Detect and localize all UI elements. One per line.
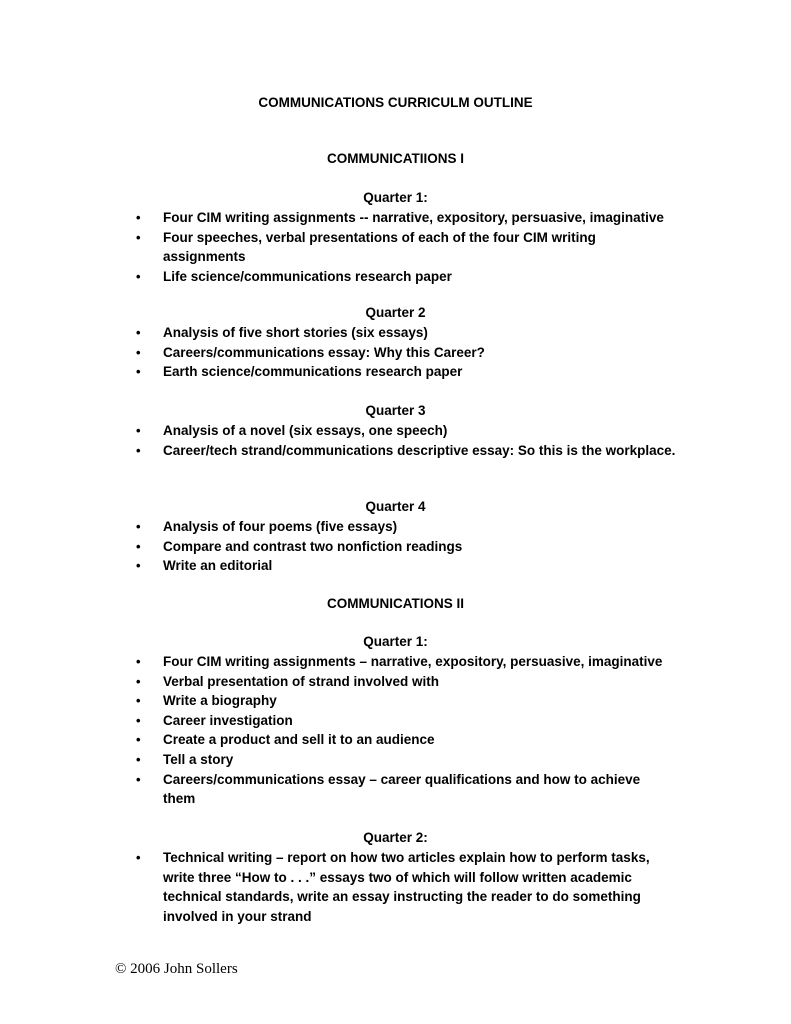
quarter-heading: Quarter 2: (363, 830, 428, 845)
bullet-icon: • (136, 268, 141, 284)
list-item-text: Earth science/communications research paper (163, 364, 463, 380)
list-item (136, 208, 676, 228)
list-item (136, 730, 676, 750)
bullet-icon: • (136, 344, 141, 360)
list-item-text: Career/tech strand/communications descriptive essay: So this is the workplace. (163, 442, 676, 458)
list-item (136, 228, 676, 267)
bullet-icon: • (136, 673, 141, 689)
list-item (136, 556, 676, 576)
bullet-icon: • (136, 771, 141, 787)
list-item-text: Careers/communications essay – career qualifications and how to achieve them (163, 771, 641, 807)
list-item-text: Write a biography (163, 693, 277, 709)
bullet-list (136, 323, 676, 382)
copyright-footer: © 2006 John Sollers (115, 961, 238, 977)
bullet-icon: • (136, 423, 141, 438)
bullet-icon: • (136, 538, 141, 554)
list-item-text: Career investigation (163, 712, 293, 728)
bullet-icon: • (136, 364, 141, 380)
list-item-text: Technical writing – report on how two articles explain how to perform tasks, write three “How to . . .” essays two of which will follow written academic technical standards, write an essay instructing the reader to do something involved in your strand (163, 850, 650, 924)
bullet-icon: • (136, 850, 141, 865)
quarter-heading: Quarter 2 (365, 305, 426, 320)
bullet-icon: • (136, 751, 141, 767)
quarter-heading: Quarter 4 (365, 499, 426, 514)
list-item-text: Careers/communications essay: Why this Career? (163, 344, 485, 360)
list-item-text: Four CIM writing assignments – narrative, expository, persuasive, imaginative (163, 654, 663, 669)
bullet-list (136, 421, 676, 460)
quarter-heading: Quarter 1: (363, 634, 428, 649)
list-item (136, 537, 676, 557)
list-item-text: Analysis of a novel (six essays, one speech) (163, 423, 448, 438)
document-title: COMMUNICATIONS CURRICULM OUTLINE (258, 95, 533, 110)
list-item-text: Four speeches, verbal presentations of each of the four CIM writing assignments (163, 229, 596, 265)
list-item-text: Tell a story (163, 751, 234, 767)
list-item (136, 362, 676, 382)
bullet-icon: • (136, 229, 141, 245)
list-item (136, 750, 676, 770)
list-item-text: Create a product and sell it to an audience (163, 732, 435, 748)
list-item-text: Life science/communications research paper (163, 268, 452, 284)
bullet-list (136, 652, 676, 809)
list-item (136, 267, 676, 287)
bullet-list (136, 208, 676, 286)
list-item-text: Write an editorial (163, 558, 273, 574)
bullet-icon: • (136, 210, 141, 225)
list-item (136, 672, 676, 692)
bullet-icon: • (136, 712, 141, 728)
list-item-text: Compare and contrast two nonfiction readings (163, 538, 463, 554)
quarter-heading: Quarter 1: (363, 190, 428, 205)
list-item-text: Analysis of four poems (five essays) (163, 519, 398, 534)
list-item-text: Analysis of five short stories (six essays) (163, 325, 428, 340)
list-item-text: Verbal presentation of strand involved with (163, 673, 440, 689)
section-heading-communications-i: COMMUNICATIIONS I (327, 151, 464, 166)
bullet-icon: • (136, 654, 141, 669)
list-item (136, 441, 676, 461)
list-item (136, 343, 676, 363)
quarter-heading: Quarter 3 (365, 403, 426, 418)
bullet-icon: • (136, 442, 141, 458)
list-item (136, 848, 676, 926)
list-item-text: Four CIM writing assignments -- narrative, expository, persuasive, imaginative (163, 210, 664, 225)
list-item (136, 770, 676, 809)
bullet-icon: • (136, 558, 141, 574)
bullet-list (136, 517, 676, 576)
bullet-list (136, 848, 676, 926)
bullet-icon: • (136, 325, 141, 340)
list-item (136, 421, 676, 441)
list-item (136, 652, 676, 672)
list-item (136, 517, 676, 537)
bullet-icon: • (136, 732, 141, 748)
list-item (136, 691, 676, 711)
bullet-icon: • (136, 519, 141, 534)
list-item (136, 711, 676, 731)
bullet-icon: • (136, 693, 141, 709)
section-heading-communications-ii: COMMUNICATIONS II (327, 596, 464, 611)
list-item (136, 323, 676, 343)
